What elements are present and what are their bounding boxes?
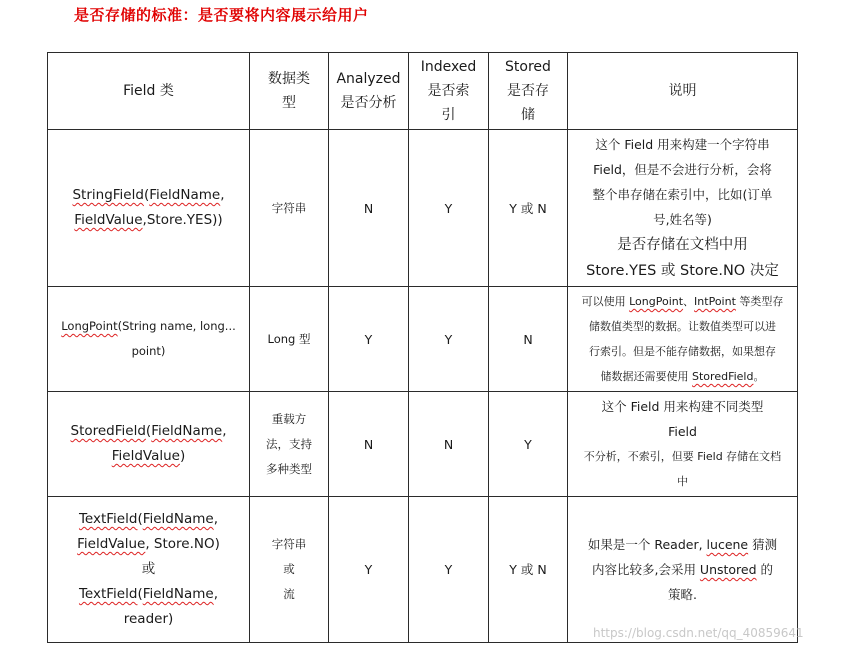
data-type-cell: 字符串: [250, 130, 329, 287]
stored-cell: Y 或 N: [489, 497, 568, 643]
header-analyzed: Analyzed 是否分析: [329, 53, 409, 130]
field-class-cell: TextField(FieldName, FieldValue, Store.NO) 或 TextField(FieldName, reader): [48, 497, 250, 643]
data-type-cell: Long 型: [250, 287, 329, 392]
data-type-cell: 字符串 或 流: [250, 497, 329, 643]
header-row: [48, 53, 798, 130]
analyzed-cell: Y: [329, 287, 409, 392]
watermark-text: https://blog.csdn.net/qq_40859641: [593, 626, 804, 640]
table-row-longpoint: [48, 287, 798, 392]
description-cell: 可以使用 LongPoint、IntPoint 等类型存 储数值类型的数据。让数值类型可以进 行索引。但是不能存储数据，如果想存 储数据还需要使用 StoredField。: [568, 287, 798, 392]
analyzed-cell: Y: [329, 497, 409, 643]
stored-cell: N: [489, 287, 568, 392]
header-description: 说明: [568, 53, 798, 130]
field-types-table: [47, 52, 798, 643]
table-row-textfield: [48, 497, 798, 643]
stored-cell: Y: [489, 392, 568, 497]
field-class-cell: StringField(FieldName, FieldValue,Store.YES)): [48, 130, 250, 287]
indexed-cell: Y: [409, 130, 489, 287]
indexed-cell: Y: [409, 497, 489, 643]
analyzed-cell: N: [329, 392, 409, 497]
header-stored: Stored 是否存 储: [489, 53, 568, 130]
table-row-stringfield: [48, 130, 798, 287]
data-type-cell: 重载方 法，支持 多种类型: [250, 392, 329, 497]
indexed-cell: Y: [409, 287, 489, 392]
table-row-storedfield: [48, 392, 798, 497]
description-cell: 这个 Field 用来构建不同类型 Field 不分析，不索引，但要 Field 存储在文档 中: [568, 392, 798, 497]
field-class-cell: LongPoint(String name, long... point): [48, 287, 250, 392]
description-cell: 这个 Field 用来构建一个字符串 Field，但是不会进行分析，会将 整个串存储在索引中，比如(订单 号,姓名等) 是否存储在文档中用 Store.YES 或 Store.NO 决定: [568, 130, 798, 287]
header-field-class: Field 类: [48, 53, 250, 130]
field-class-cell: StoredField(FieldName, FieldValue): [48, 392, 250, 497]
analyzed-cell: N: [329, 130, 409, 287]
description-cell: 如果是一个 Reader, lucene 猜测 内容比较多,会采用 Unstored 的 策略.: [568, 497, 798, 643]
header-data-type: 数据类 型: [250, 53, 329, 130]
stored-cell: Y 或 N: [489, 130, 568, 287]
indexed-cell: N: [409, 392, 489, 497]
page-heading: 是否存储的标准：是否要将内容展示给用户: [74, 6, 369, 24]
header-indexed: Indexed 是否索 引: [409, 53, 489, 130]
